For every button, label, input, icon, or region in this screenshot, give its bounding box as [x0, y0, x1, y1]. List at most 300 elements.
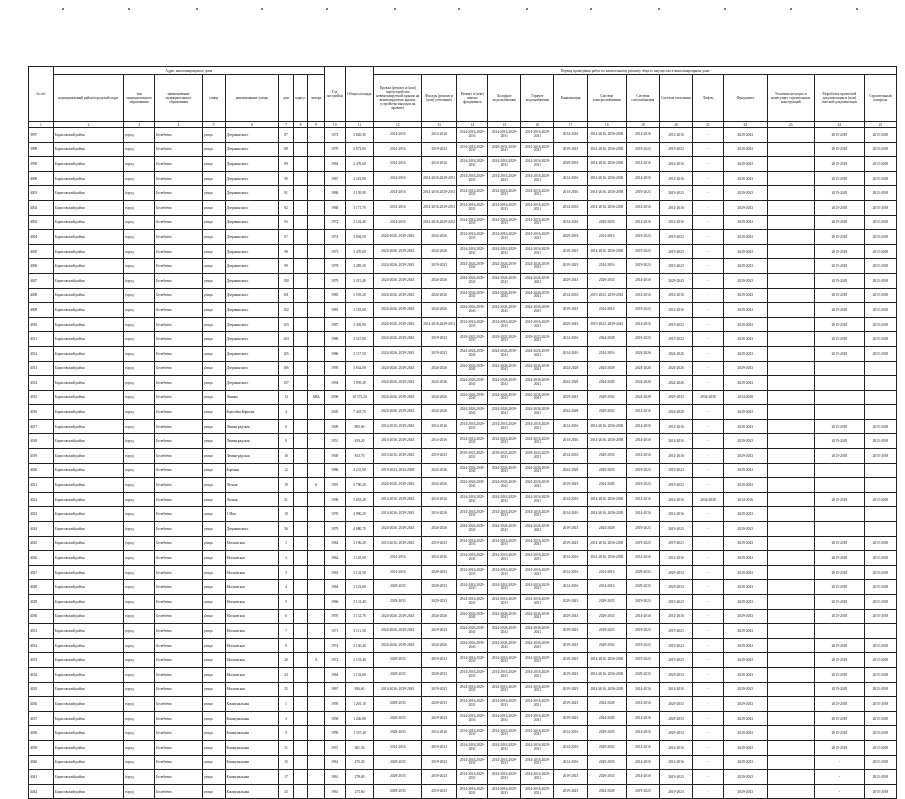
- table-cell: 2014-2016: [659, 740, 692, 755]
- table-cell: [308, 186, 325, 201]
- table-cell: улица: [202, 711, 225, 726]
- table-cell: 2019-2023: [626, 522, 659, 537]
- table-cell: [293, 419, 307, 434]
- table-cell: Борисовский район: [53, 536, 123, 551]
- header-row: [29, 75, 897, 122]
- table-cell: 3 895,30: [345, 376, 374, 391]
- table-cell: 2029-2043: [724, 784, 767, 799]
- table-cell: 2024-2026, 2039-2043: [374, 376, 422, 391]
- table-cell: 2024-2026,2039-2041: [457, 376, 488, 391]
- table-cell: 2014-2016,2029-2031: [457, 492, 488, 507]
- table-cell: 2 241,00: [345, 171, 374, 186]
- table-cell: 2024-2026,2039-2041: [521, 303, 554, 318]
- table-cell: -: [693, 653, 724, 668]
- table-cell: 2014-2016,2029-2031: [457, 200, 488, 215]
- table-cell: 3 130,40: [345, 638, 374, 653]
- table-row: [29, 784, 897, 799]
- table-cell: город: [124, 361, 155, 376]
- table-cell: 2014-2016, 2039-2043: [374, 536, 422, 551]
- table-cell: Борисовский район: [53, 595, 123, 610]
- table-cell: 2029-2043: [724, 142, 767, 157]
- table-cell: улица: [202, 186, 225, 201]
- table-cell: 2019-2023: [626, 244, 659, 259]
- table-cell: Лесная: [225, 492, 279, 507]
- table-cell: [293, 186, 307, 201]
- table-cell: 2014-2016,2029-2031: [457, 317, 488, 332]
- table-cell: 2019-2023: [659, 536, 692, 551]
- table-cell: 2019-2023: [626, 463, 659, 478]
- table-cell: [767, 609, 815, 624]
- table-cell: Дзержинского: [225, 157, 279, 172]
- table-cell: 1962: [324, 536, 345, 551]
- table-cell: 2014-2016: [554, 434, 587, 449]
- table-cell: 2029-2043: [724, 638, 767, 653]
- table-cell: 2024-2028: [587, 332, 626, 347]
- table-cell: 98: [279, 244, 293, 259]
- table-cell: Дзержинского: [225, 346, 279, 361]
- table-cell: 2029-2033: [422, 595, 457, 610]
- table-row: [29, 697, 897, 712]
- table-row: [29, 157, 897, 172]
- table-cell: город: [124, 609, 155, 624]
- table-cell: 2024-2028: [626, 390, 659, 405]
- table-cell: [308, 551, 325, 566]
- table-cell: 2014-2016,2029-2031: [488, 740, 521, 755]
- table-cell: [293, 449, 307, 464]
- table-cell: 2014-2016: [659, 507, 692, 522]
- table-cell: 2029-2043: [724, 580, 767, 595]
- table-cell: [815, 376, 865, 391]
- table-cell: 2015-2018: [815, 653, 865, 668]
- table-cell: 2014-2016, 2036-2038: [587, 682, 626, 697]
- table-cell: 7 443,70: [345, 405, 374, 420]
- table-cell: 2029-2033: [587, 273, 626, 288]
- table-cell: город: [124, 157, 155, 172]
- table-cell: 90: [279, 171, 293, 186]
- table-cell: 4004: [29, 230, 54, 245]
- table-cell: улица: [202, 346, 225, 361]
- table-cell: 1986: [324, 332, 345, 347]
- table-cell: 2015-2018: [864, 638, 896, 653]
- table-cell: 2014-2016,2029-2031: [521, 697, 554, 712]
- table-cell: 2029-2043: [554, 273, 587, 288]
- table-cell: 2014-2016: [626, 726, 659, 741]
- table-cell: Борисовский район: [53, 200, 123, 215]
- table-cell: 2024-2026,2039-2041: [457, 346, 488, 361]
- table-cell: [308, 259, 325, 274]
- table-cell: 3: [279, 711, 293, 726]
- table-cell: 2014-2016: [374, 128, 422, 143]
- table-cell: -: [693, 419, 724, 434]
- table-cell: Белебеево: [155, 405, 203, 420]
- table-cell: 2019-2023,2029-2031: [521, 449, 554, 464]
- table-cell: 2024-2026, 2039-2043: [374, 317, 422, 332]
- table-row: [29, 332, 897, 347]
- table-cell: -: [693, 697, 724, 712]
- table-cell: Белебеево: [155, 332, 203, 347]
- table-row: [29, 595, 897, 610]
- table-cell: 2024-2026: [626, 376, 659, 391]
- table-cell: Борисовский район: [53, 157, 123, 172]
- table-cell: 2024-2026: [659, 346, 692, 361]
- table-cell: 1970: [324, 142, 345, 157]
- column-header: тип муниципального образования: [124, 75, 155, 122]
- table-cell: 2029-2043: [724, 565, 767, 580]
- table-cell: 2014-2016: [554, 580, 587, 595]
- table-cell: -: [693, 157, 724, 172]
- table-cell: 2024-2028: [587, 697, 626, 712]
- table-cell: Белебеево: [155, 726, 203, 741]
- table-cell: 1967: [324, 682, 345, 697]
- table-cell: 3 503,20: [345, 288, 374, 303]
- table-cell: 4014: [29, 376, 54, 391]
- table-cell: 2029-2033: [587, 638, 626, 653]
- table-cell: город: [124, 740, 155, 755]
- table-cell: 3 153,40: [345, 653, 374, 668]
- table-cell: 2024-2028: [554, 361, 587, 376]
- table-cell: Борисовский район: [53, 259, 123, 274]
- table-cell: 2014-2016,2029-2031: [488, 697, 521, 712]
- table-cell: 2015-2018: [864, 157, 896, 172]
- table-cell: Борисовский район: [53, 551, 123, 566]
- table-cell: 4013: [29, 361, 54, 376]
- table-cell: 2019-2023: [659, 478, 692, 493]
- table-cell: [293, 230, 307, 245]
- table-cell: 2014-2016: [659, 551, 692, 566]
- table-cell: 270,20: [345, 755, 374, 770]
- table-cell: 2029-2043: [724, 200, 767, 215]
- table-cell: 2024-2028: [554, 376, 587, 391]
- table-cell: 2024-2026, 2039-2043: [374, 332, 422, 347]
- table-cell: 2024-2026,2039-2041: [521, 478, 554, 493]
- table-cell: 2024-2026,2039-2041: [488, 303, 521, 318]
- table-cell: 2014-2016,2029-2031: [488, 565, 521, 580]
- table-row: [29, 507, 897, 522]
- table-cell: Дзержинского: [225, 171, 279, 186]
- table-cell: 2029-2043: [724, 303, 767, 318]
- table-cell: 1986: [324, 346, 345, 361]
- table-cell: Борисовский район: [53, 434, 123, 449]
- table-cell: 2014-2016: [374, 142, 422, 157]
- table-cell: 2014-2016,2029-2031: [521, 755, 554, 770]
- table-cell: 2014-2016,2029-2031: [457, 755, 488, 770]
- table-cell: 2024-2028: [587, 784, 626, 799]
- register-sheet: [28, 66, 897, 799]
- table-cell: 2015-2018: [815, 128, 865, 143]
- table-cell: Коммунальная: [225, 784, 279, 799]
- table-cell: [308, 215, 325, 230]
- table-cell: [815, 624, 865, 639]
- table-cell: 3: [279, 565, 293, 580]
- table-cell: 2014-2016,2029-2031: [488, 215, 521, 230]
- table-cell: -: [693, 171, 724, 186]
- table-row: [29, 726, 897, 741]
- table-cell: 1964: [324, 580, 345, 595]
- table-cell: 1957: [324, 740, 345, 755]
- table-cell: 2015-2018: [864, 273, 896, 288]
- table-cell: 2014-2016, 2036-2038: [587, 128, 626, 143]
- table-cell: 99: [279, 259, 293, 274]
- table-cell: 2014-2016, 2039-2043: [374, 507, 422, 522]
- table-cell: [293, 580, 307, 595]
- table-cell: 2029-2033: [626, 667, 659, 682]
- table-cell: 2014-2016,2029-2031: [521, 595, 554, 610]
- table-cell: 2024-2026,2039-2041: [488, 390, 521, 405]
- table-cell: город: [124, 171, 155, 186]
- table-row: [29, 667, 897, 682]
- table-cell: 2005: [324, 405, 345, 420]
- table-cell: 2015-2018: [815, 492, 865, 507]
- table-cell: [767, 434, 815, 449]
- table-cell: 4026: [29, 551, 54, 566]
- table-cell: Белебеево: [155, 653, 203, 668]
- table-cell: 2015-2018: [864, 580, 896, 595]
- table-cell: 2029-2033: [422, 565, 457, 580]
- table-cell: 2029-2043: [724, 361, 767, 376]
- table-cell: 2019-2023: [659, 317, 692, 332]
- table-cell: Борисовский район: [53, 624, 123, 639]
- table-cell: улица: [202, 638, 225, 653]
- table-cell: улица: [202, 449, 225, 464]
- table-cell: 2014-2016: [374, 551, 422, 566]
- table-cell: 2014-2016: [626, 273, 659, 288]
- table-cell: Московская: [225, 667, 279, 682]
- table-cell: Белебеево: [155, 390, 203, 405]
- table-cell: город: [124, 697, 155, 712]
- table-cell: 3 820,30: [345, 128, 374, 143]
- table-cell: город: [124, 770, 155, 785]
- table-cell: Белебеево: [155, 551, 203, 566]
- table-cell: [767, 726, 815, 741]
- table-cell: 2014-2016, 2036-2038: [587, 200, 626, 215]
- table-cell: Белебеево: [155, 142, 203, 157]
- table-cell: 2015-2018: [864, 128, 896, 143]
- table-cell: 1994: [324, 376, 345, 391]
- table-cell: улица: [202, 303, 225, 318]
- table-cell: [767, 273, 815, 288]
- table-cell: 2014-2016,2029-2031: [521, 200, 554, 215]
- table-cell: Коммунальная: [225, 697, 279, 712]
- table-cell: 2015-2018: [815, 697, 865, 712]
- table-cell: 17: [279, 770, 293, 785]
- table-cell: 2019-2023: [626, 478, 659, 493]
- table-cell: Борисовский район: [53, 244, 123, 259]
- table-cell: Дзержинского: [225, 200, 279, 215]
- column-header: Фасады (ремонт и (или) утепление): [422, 75, 457, 122]
- table-cell: 23: [279, 784, 293, 799]
- table-cell: 2029-2043: [724, 288, 767, 303]
- table-cell: 2029-2033: [374, 580, 422, 595]
- table-cell: 275,60: [345, 784, 374, 799]
- table-cell: 2014-2016,2029-2031: [488, 682, 521, 697]
- table-cell: 2024-2026,2039-2041: [488, 346, 521, 361]
- table-cell: 2029-2043: [724, 667, 767, 682]
- table-cell: 2015-2018: [864, 215, 896, 230]
- table-cell: Белебеево: [155, 449, 203, 464]
- column-number: 16: [521, 122, 554, 128]
- table-cell: 1 Мая: [225, 507, 279, 522]
- table-cell: 2019-2023: [422, 624, 457, 639]
- table-cell: [767, 755, 815, 770]
- table-cell: 2014-2016: [554, 200, 587, 215]
- table-cell: 4 080,70: [345, 522, 374, 537]
- table-cell: [815, 405, 865, 420]
- table-cell: 1 246,80: [345, 711, 374, 726]
- table-cell: 21: [279, 492, 293, 507]
- table-cell: [308, 609, 325, 624]
- table-cell: Борисовский район: [53, 303, 123, 318]
- table-cell: Белебеево: [155, 522, 203, 537]
- table-cell: 2029-2043: [554, 609, 587, 624]
- table-cell: -: [693, 346, 724, 361]
- table-cell: 2024-2026: [659, 361, 692, 376]
- table-cell: 2029-2043: [724, 186, 767, 201]
- column-number: 12: [374, 122, 422, 128]
- table-cell: [864, 405, 896, 420]
- table-cell: 2014-2016: [374, 186, 422, 201]
- column-number: 9: [308, 122, 325, 128]
- table-cell: город: [124, 580, 155, 595]
- table-cell: -: [693, 551, 724, 566]
- table-cell: 2015-2018: [864, 536, 896, 551]
- table-cell: улица: [202, 565, 225, 580]
- table-cell: [293, 609, 307, 624]
- table-cell: Белебеево: [155, 128, 203, 143]
- table-cell: [308, 200, 325, 215]
- table-cell: 1974: [324, 230, 345, 245]
- table-cell: 2024-2026,2039-2041: [521, 463, 554, 478]
- table-cell: Борисовский район: [53, 288, 123, 303]
- table-cell: 2014-2016: [626, 492, 659, 507]
- table-cell: -: [815, 784, 865, 799]
- table-cell: 2014-2016, 2036-2038: [587, 142, 626, 157]
- table-cell: [308, 726, 325, 741]
- table-cell: Дзержинского: [225, 303, 279, 318]
- table-cell: 2029-2033: [374, 784, 422, 799]
- table-cell: 2024-2026, 2039-2043: [374, 390, 422, 405]
- table-cell: 2029-2043: [724, 171, 767, 186]
- table-cell: 2019-2023: [659, 653, 692, 668]
- table-cell: [308, 288, 325, 303]
- table-cell: 2024-2026,2039-2041: [488, 609, 521, 624]
- table-cell: 2014-2016,2029-2031: [457, 653, 488, 668]
- table-cell: Белебеево: [155, 244, 203, 259]
- table-cell: -: [693, 595, 724, 610]
- table-cell: 1979: [324, 273, 345, 288]
- table-cell: улица: [202, 536, 225, 551]
- table-cell: 1966: [324, 595, 345, 610]
- table-cell: 2029-2033: [659, 667, 692, 682]
- column-header: Год постройки: [324, 67, 345, 122]
- table-cell: -: [693, 200, 724, 215]
- table-cell: 10 373,20: [345, 390, 374, 405]
- table-cell: 2029-2043: [724, 624, 767, 639]
- table-cell: 2019-2023, 2039-2043: [587, 317, 626, 332]
- table-cell: [293, 361, 307, 376]
- table-cell: 2014-2016: [554, 565, 587, 580]
- table-cell: 1963: [324, 565, 345, 580]
- table-cell: 2014-2016, 2036-2038: [587, 667, 626, 682]
- table-cell: 2029-2033: [587, 463, 626, 478]
- table-cell: 2024-2028: [587, 478, 626, 493]
- table-cell: 2014-2016,2029-2031: [488, 653, 521, 668]
- table-cell: 2029-2043: [724, 595, 767, 610]
- table-cell: 2019-2023: [626, 595, 659, 610]
- table-cell: [864, 624, 896, 639]
- table-cell: 2029-2043: [724, 711, 767, 726]
- table-cell: 105: [279, 346, 293, 361]
- table-cell: город: [124, 200, 155, 215]
- table-cell: [308, 303, 325, 318]
- table-cell: 2014-2016,2029-2031: [457, 551, 488, 566]
- table-cell: Белебеево: [155, 507, 203, 522]
- table-cell: 2024-2026: [422, 376, 457, 391]
- table-cell: 2024-2026,2039-2041: [488, 259, 521, 274]
- table-cell: 2014-2016, 2036-2038: [587, 244, 626, 259]
- table-cell: 2019-2023: [422, 682, 457, 697]
- table-cell: город: [124, 624, 155, 639]
- table-cell: 2014-2016,2029-2031: [488, 200, 521, 215]
- column-number: 5: [202, 122, 225, 128]
- table-cell: [308, 405, 325, 420]
- table-cell: Белебеево: [155, 638, 203, 653]
- table-cell: 2014-2016,2029-2031: [521, 653, 554, 668]
- table-cell: 8: [279, 638, 293, 653]
- table-cell: 2024-2026,2039-2041: [488, 522, 521, 537]
- table-cell: 2029-2033: [374, 726, 422, 741]
- table-cell: 2015-2018: [864, 711, 896, 726]
- table-cell: [767, 653, 815, 668]
- table-cell: 813,70: [345, 449, 374, 464]
- table-cell: 2024-2026: [626, 361, 659, 376]
- table-cell: [308, 507, 325, 522]
- table-cell: улица: [202, 682, 225, 697]
- table-cell: [767, 507, 815, 522]
- table-cell: Дзержинского: [225, 230, 279, 245]
- table-cell: Белебеево: [155, 697, 203, 712]
- table-cell: 4007: [29, 273, 54, 288]
- table-cell: 2019-2023: [422, 536, 457, 551]
- table-cell: Борисовский район: [53, 565, 123, 580]
- table-cell: 2019-2023: [554, 303, 587, 318]
- table-cell: улица: [202, 551, 225, 566]
- table-cell: [293, 434, 307, 449]
- table-cell: улица: [202, 273, 225, 288]
- table-row: [29, 288, 897, 303]
- table-cell: 2029-2033: [659, 697, 692, 712]
- table-cell: 2024-2026,2039-2041: [488, 405, 521, 420]
- table-cell: 2014-2016,2029-2031: [457, 682, 488, 697]
- table-cell: 2015-2018: [864, 419, 896, 434]
- table-cell: Борисовский район: [53, 682, 123, 697]
- table-cell: 2019-2023: [659, 142, 692, 157]
- table-cell: Боровая: [225, 463, 279, 478]
- column-number: 18: [587, 122, 626, 128]
- table-cell: 2024-2026,2039-2041: [457, 288, 488, 303]
- table-row: [29, 346, 897, 361]
- table-cell: 2029-2043: [724, 244, 767, 259]
- table-cell: Дзержинского: [225, 128, 279, 143]
- table-cell: 4001: [29, 186, 54, 201]
- table-cell: город: [124, 376, 155, 391]
- table-cell: 2014-2016,2029-2031: [521, 667, 554, 682]
- table-cell: 2029-2033: [374, 653, 422, 668]
- table-cell: улица: [202, 317, 225, 332]
- table-cell: Ленинградская: [225, 449, 279, 464]
- table-cell: 2024-2028: [554, 463, 587, 478]
- table-cell: 2014-2016: [659, 419, 692, 434]
- scan-artifacts: [0, 8, 905, 14]
